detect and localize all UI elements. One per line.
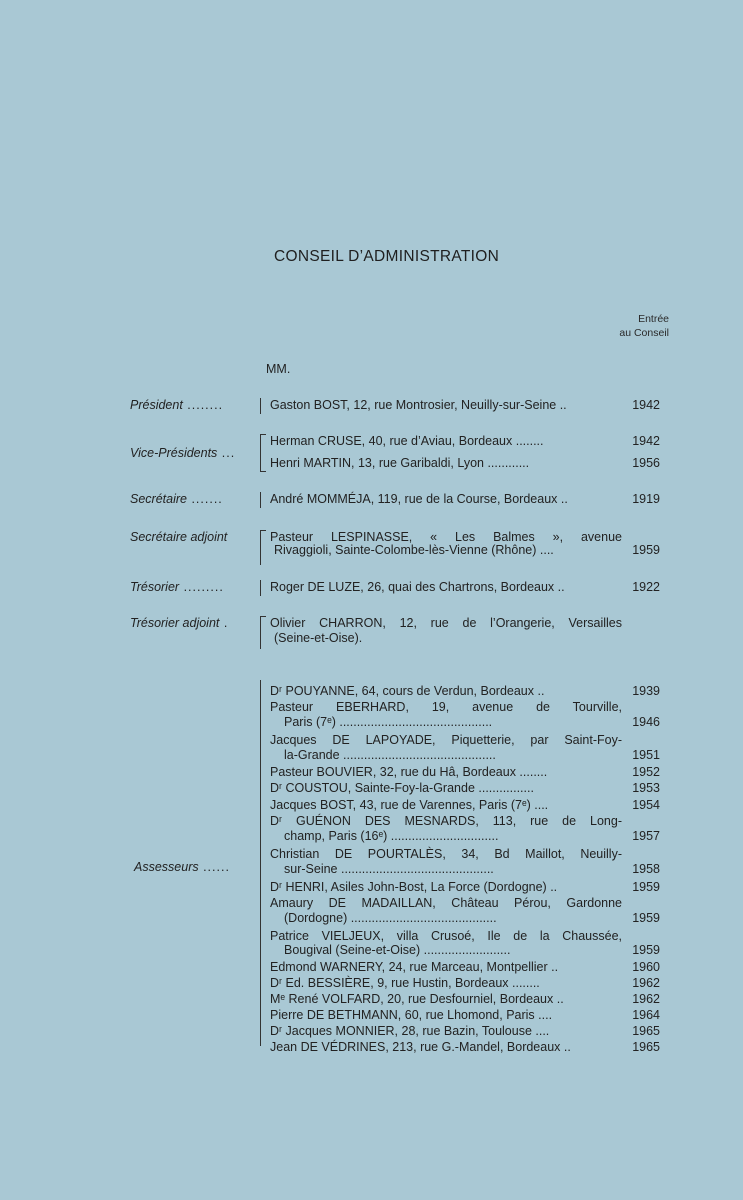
entry-year: 1956	[629, 455, 660, 471]
entry-year: 1957	[629, 828, 660, 844]
bracket-vice-presidents	[260, 434, 266, 472]
entree-header	[619, 312, 669, 340]
entry-year: 1942	[629, 397, 660, 413]
role-vice-presidents-label: Vice-Présidents	[130, 446, 218, 460]
bracket-secretaire-adjoint	[260, 530, 266, 565]
role-assesseurs-label: Assesseurs	[134, 860, 199, 874]
list-item	[270, 579, 660, 595]
bracket-assesseurs	[260, 680, 266, 1046]
list-item	[270, 879, 660, 895]
list-item	[270, 683, 660, 699]
list-item	[284, 861, 660, 877]
list-item	[284, 747, 660, 763]
entry-text: Pierre DE BETHMANN, 60, rue Lhomond, Paris ....	[270, 1008, 553, 1022]
entry-year: 1922	[629, 579, 660, 595]
list-item	[270, 699, 660, 715]
entry-year: 1962	[629, 975, 660, 991]
list-item	[270, 1023, 660, 1039]
list-item	[270, 455, 660, 471]
role-tresorier-adjoint: Trésorier adjoint .	[130, 616, 229, 630]
list-item	[270, 959, 660, 975]
list-item	[270, 975, 660, 991]
entry-text: Jean DE VÉDRINES, 213, rue G.-Mandel, Bordeaux ..	[270, 1040, 571, 1054]
role-tresorier: Trésorier .........	[130, 580, 224, 594]
list-item	[270, 491, 660, 507]
entry-year: 1946	[629, 714, 660, 730]
entry-text: Patrice VIELJEUX, villa Crusoé, Ile de la Chaussée,	[270, 929, 622, 943]
entry-text: Olivier CHARRON, 12, rue de l’Orangerie, Versailles	[270, 616, 622, 630]
list-item	[270, 895, 660, 911]
entry-year: 1919	[629, 491, 660, 507]
list-item	[270, 615, 660, 631]
list-item	[284, 942, 660, 958]
entry-text: Dʳ Jacques MONNIER, 28, rue Bazin, Toulouse ....	[270, 1024, 550, 1038]
entry-year: 1959	[629, 879, 660, 895]
list-item	[284, 910, 660, 926]
entry-text: la-Grande ............................................	[284, 748, 496, 762]
entry-text: Gaston BOST, 12, rue Montrosier, Neuilly-sur-Seine ..	[270, 398, 567, 412]
entry-text: Christian DE POURTALÈS, 34, Bd Maillot, Neuilly-	[270, 847, 622, 861]
entry-year: 1965	[629, 1023, 660, 1039]
entry-text: André MOMMÉJA, 119, rue de la Course, Bordeaux ..	[270, 492, 568, 506]
role-secretaire: Secrétaire .......	[130, 492, 223, 506]
role-secretaire-adjoint	[130, 530, 227, 544]
entry-text: Edmond WARNERY, 24, rue Marceau, Montpellier ..	[270, 960, 559, 974]
entree-header-line-1: Entrée	[638, 313, 669, 325]
page-title: CONSEIL D’ADMINISTRATION	[274, 248, 500, 265]
entry-year: 1959	[629, 942, 660, 958]
entry-text: Dʳ Ed. BESSIÈRE, 9, rue Hustin, Bordeaux ........	[270, 976, 540, 990]
entry-text: Paris (7ᵉ) ............................................	[284, 715, 493, 729]
list-item	[270, 813, 660, 829]
entry-year: 1951	[629, 747, 660, 763]
entry-year: 1954	[629, 797, 660, 813]
entry-text: Herman CRUSE, 40, rue d’Aviau, Bordeaux ........	[270, 434, 544, 448]
entry-year: 1953	[629, 780, 660, 796]
entry-text: Mᵉ René VOLFARD, 20, rue Desfourniel, Bordeaux ..	[270, 992, 564, 1006]
entry-text: Bougival (Seine-et-Oise) .........................	[284, 943, 511, 957]
list-item	[274, 630, 660, 646]
list-item	[284, 828, 660, 844]
role-secretaire-adjoint-label: Secrétaire adjoint	[130, 530, 228, 544]
entry-text: Jacques BOST, 43, rue de Varennes, Paris (7ᵉ) ....	[270, 798, 549, 812]
bracket-tresorier	[260, 580, 266, 596]
role-president-label: Président	[130, 398, 183, 412]
entry-year: 1942	[629, 433, 660, 449]
role-vice-presidents: Vice-Présidents ...	[130, 446, 236, 460]
entry-text: champ, Paris (16ᵉ) ...............................	[284, 829, 499, 843]
entry-year: 1960	[629, 959, 660, 975]
entry-year: 1959	[629, 542, 660, 558]
entry-text: Jacques DE LAPOYADE, Piquetterie, par Saint-Foy-	[270, 733, 622, 747]
entry-text: (Seine-et-Oise).	[274, 631, 363, 645]
list-item	[270, 433, 660, 449]
entry-text: Dʳ POUYANNE, 64, cours de Verdun, Bordeaux ..	[270, 684, 545, 698]
role-tresorier-adjoint-label: Trésorier adjoint	[130, 616, 220, 630]
role-secretaire-label: Secrétaire	[130, 492, 187, 506]
role-tresorier-label: Trésorier	[130, 580, 180, 594]
entry-text: Pasteur LESPINASSE, « Les Balmes », avenue	[270, 530, 622, 544]
list-item	[270, 764, 660, 780]
entry-text: sur-Seine ............................................	[284, 862, 494, 876]
list-item	[270, 846, 660, 862]
list-item	[270, 991, 660, 1007]
entry-text: Rivaggioli, Sainte-Colombe-lès-Vienne (Rhône) ....	[274, 543, 554, 557]
entry-text: Amaury DE MADAILLAN, Château Pérou, Gardonne	[270, 896, 622, 910]
entry-year: 1958	[629, 861, 660, 877]
list-item	[270, 732, 660, 748]
role-president: Président ........	[130, 398, 224, 412]
list-item	[270, 780, 660, 796]
list-item	[270, 397, 660, 413]
bracket-secretaire	[260, 492, 266, 508]
entry-text: (Dordogne) ..........................................	[284, 911, 497, 925]
entry-text: Roger DE LUZE, 26, quai des Chartrons, Bordeaux ..	[270, 580, 565, 594]
entry-text: Dʳ HENRI, Asiles John-Bost, La Force (Dordogne) ..	[270, 880, 558, 894]
entry-text: Dʳ COUSTOU, Sainte-Foy-la-Grande ................	[270, 781, 534, 795]
bracket-tresorier-adjoint	[260, 616, 266, 649]
entry-year: 1965	[629, 1039, 660, 1055]
entry-year: 1962	[629, 991, 660, 1007]
entry-year: 1939	[629, 683, 660, 699]
list-item	[270, 1039, 660, 1055]
list-item	[270, 797, 660, 813]
list-item	[270, 1007, 660, 1023]
entry-text: Dʳ GUÉNON DES MESNARDS, 113, rue de Long-	[270, 814, 622, 828]
role-assesseurs: Assesseurs ......	[134, 860, 230, 874]
bracket-president	[260, 398, 266, 414]
entry-year: 1964	[629, 1007, 660, 1023]
entree-header-line-2: au Conseil	[619, 327, 669, 339]
entry-text: Henri MARTIN, 13, rue Garibaldi, Lyon ............	[270, 456, 530, 470]
entry-year: 1952	[629, 764, 660, 780]
mm-label: MM.	[266, 362, 291, 376]
entry-year: 1959	[629, 910, 660, 926]
entry-text: Pasteur BOUVIER, 32, rue du Hâ, Bordeaux ........	[270, 765, 548, 779]
list-item	[274, 542, 660, 558]
entry-text: Pasteur EBERHARD, 19, avenue de Tourville,	[270, 700, 622, 714]
list-item	[284, 714, 660, 730]
